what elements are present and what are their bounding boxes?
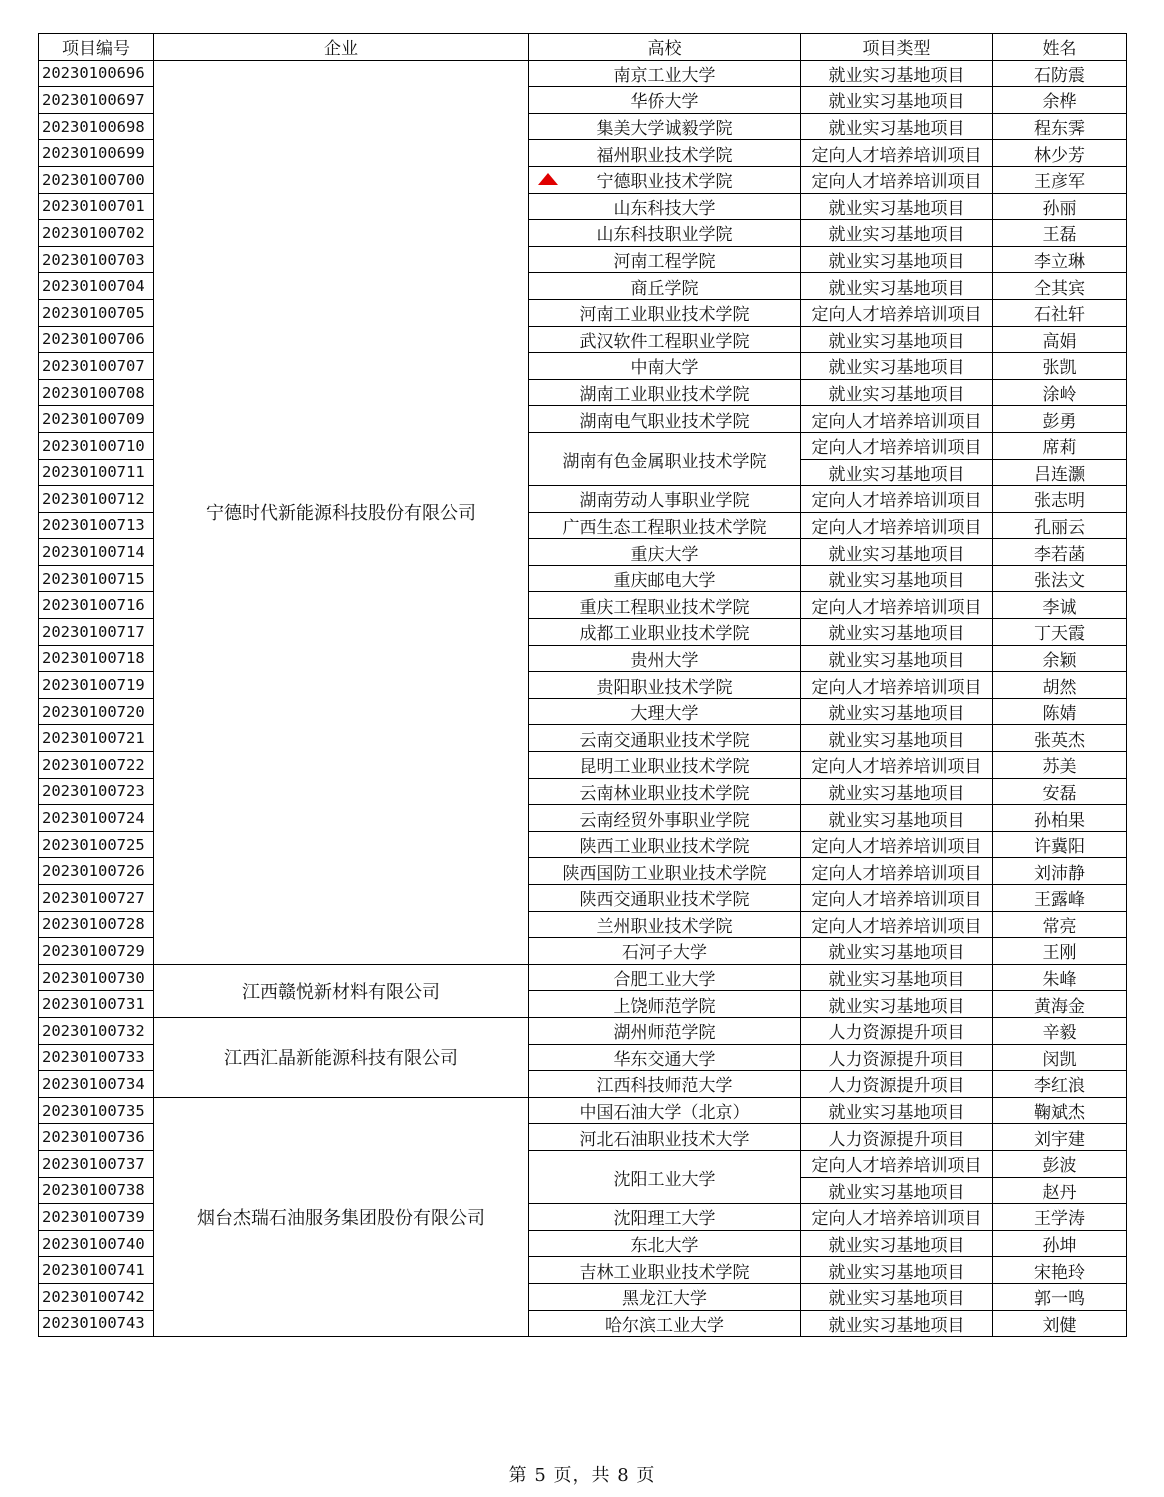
project-id-cell: 20230100741 — [39, 1257, 154, 1284]
person-name-cell: 张法文 — [993, 565, 1127, 592]
project-type-cell: 定向人才培养培训项目 — [801, 831, 993, 858]
project-id-cell: 20230100737 — [39, 1150, 154, 1177]
person-name-cell: 闵凯 — [993, 1044, 1127, 1071]
person-name-cell: 常亮 — [993, 911, 1127, 938]
project-type-cell: 就业实习基地项目 — [801, 778, 993, 805]
project-type-cell: 就业实习基地项目 — [801, 805, 993, 832]
project-id-cell: 20230100726 — [39, 858, 154, 885]
project-type-cell: 定向人才培养培训项目 — [801, 406, 993, 433]
person-name-cell: 仝其宾 — [993, 273, 1127, 300]
project-type-cell: 就业实习基地项目 — [801, 1177, 993, 1204]
project-type-cell: 定向人才培养培训项目 — [801, 592, 993, 619]
person-name-cell: 李若菡 — [993, 539, 1127, 566]
project-id-cell: 20230100739 — [39, 1204, 154, 1231]
person-name-cell: 苏美 — [993, 752, 1127, 779]
person-name-cell: 许冀阳 — [993, 831, 1127, 858]
person-name-cell: 余桦 — [993, 87, 1127, 114]
school-cell: 商丘学院 — [529, 273, 801, 300]
project-id-cell: 20230100720 — [39, 698, 154, 725]
project-type-cell: 就业实习基地项目 — [801, 938, 993, 965]
project-type-cell: 就业实习基地项目 — [801, 60, 993, 87]
school-cell: 南京工业大学 — [529, 60, 801, 87]
project-type-cell: 就业实习基地项目 — [801, 964, 993, 991]
school-cell: 重庆邮电大学 — [529, 565, 801, 592]
header-project-type: 项目类型 — [801, 34, 993, 61]
project-type-cell: 定向人才培养培训项目 — [801, 1150, 993, 1177]
school-cell: 集美大学诚毅学院 — [529, 113, 801, 140]
project-id-cell: 20230100740 — [39, 1230, 154, 1257]
person-name-cell: 石防震 — [993, 60, 1127, 87]
table-row — [39, 1017, 1127, 1044]
project-type-cell: 就业实习基地项目 — [801, 1097, 993, 1124]
person-name-cell: 石社轩 — [993, 299, 1127, 326]
project-type-cell: 就业实习基地项目 — [801, 113, 993, 140]
project-id-cell: 20230100706 — [39, 326, 154, 353]
project-id-cell: 20230100729 — [39, 938, 154, 965]
table-row — [39, 60, 1127, 87]
project-type-cell: 定向人才培养培训项目 — [801, 140, 993, 167]
project-type-cell: 就业实习基地项目 — [801, 1283, 993, 1310]
person-name-cell: 孙坤 — [993, 1230, 1127, 1257]
project-type-cell: 就业实习基地项目 — [801, 698, 993, 725]
school-cell: 贵阳职业技术学院 — [529, 672, 801, 699]
project-id-cell: 20230100705 — [39, 299, 154, 326]
school-cell: 大理大学 — [529, 698, 801, 725]
school-cell: 陕西交通职业技术学院 — [529, 885, 801, 912]
school-cell: 东北大学 — [529, 1230, 801, 1257]
project-type-cell: 就业实习基地项目 — [801, 1310, 993, 1337]
project-type-cell: 人力资源提升项目 — [801, 1044, 993, 1071]
school-cell: 湖南有色金属职业技术学院 — [529, 432, 801, 485]
school-cell: 兰州职业技术学院 — [529, 911, 801, 938]
person-name-cell: 赵丹 — [993, 1177, 1127, 1204]
header-project-id: 项目编号 — [39, 34, 154, 61]
school-cell: 云南经贸外事职业学院 — [529, 805, 801, 832]
project-type-cell: 就业实习基地项目 — [801, 459, 993, 486]
person-name-cell: 安磊 — [993, 778, 1127, 805]
school-cell: 重庆工程职业技术学院 — [529, 592, 801, 619]
project-id-cell: 20230100713 — [39, 512, 154, 539]
person-name-cell: 刘沛静 — [993, 858, 1127, 885]
school-cell: 上饶师范学院 — [529, 991, 801, 1018]
project-type-cell: 就业实习基地项目 — [801, 1230, 993, 1257]
person-name-cell: 王彦军 — [993, 166, 1127, 193]
project-id-cell: 20230100721 — [39, 725, 154, 752]
person-name-cell: 李诚 — [993, 592, 1127, 619]
project-id-cell: 20230100714 — [39, 539, 154, 566]
project-type-cell: 就业实习基地项目 — [801, 193, 993, 220]
project-type-cell: 定向人才培养培训项目 — [801, 672, 993, 699]
person-name-cell: 王磊 — [993, 220, 1127, 247]
enterprise-cell: 江西赣悦新材料有限公司 — [154, 964, 529, 1017]
project-id-cell: 20230100716 — [39, 592, 154, 619]
project-id-cell: 20230100712 — [39, 486, 154, 513]
project-id-cell: 20230100732 — [39, 1017, 154, 1044]
enterprise-cell: 宁德时代新能源科技股份有限公司 — [154, 60, 529, 964]
school-cell: 湖南工业职业技术学院 — [529, 379, 801, 406]
enterprise-cell: 烟台杰瑞石油服务集团股份有限公司 — [154, 1097, 529, 1336]
project-type-cell: 定向人才培养培训项目 — [801, 752, 993, 779]
project-id-cell: 20230100734 — [39, 1071, 154, 1098]
project-id-cell: 20230100702 — [39, 220, 154, 247]
person-name-cell: 刘健 — [993, 1310, 1127, 1337]
person-name-cell: 李立琳 — [993, 246, 1127, 273]
project-id-cell: 20230100717 — [39, 619, 154, 646]
school-cell: 河南工程学院 — [529, 246, 801, 273]
school-cell: 云南林业职业技术学院 — [529, 778, 801, 805]
school-cell: 贵州大学 — [529, 645, 801, 672]
school-cell: 陕西工业职业技术学院 — [529, 831, 801, 858]
person-name-cell: 王刚 — [993, 938, 1127, 965]
person-name-cell: 刘宇建 — [993, 1124, 1127, 1151]
project-id-cell: 20230100700 — [39, 166, 154, 193]
person-name-cell: 张英杰 — [993, 725, 1127, 752]
school-cell: 沈阳理工大学 — [529, 1204, 801, 1231]
project-id-cell: 20230100703 — [39, 246, 154, 273]
project-type-cell: 定向人才培养培训项目 — [801, 299, 993, 326]
school-cell: 华侨大学 — [529, 87, 801, 114]
project-id-cell: 20230100727 — [39, 885, 154, 912]
project-id-cell: 20230100707 — [39, 353, 154, 380]
page-footer: 第 5 页，共 8 页 — [508, 1465, 656, 1486]
school-cell: 广西生态工程职业技术学院 — [529, 512, 801, 539]
person-name-cell: 张凯 — [993, 353, 1127, 380]
project-table — [38, 33, 1127, 1337]
school-cell: 昆明工业职业技术学院 — [529, 752, 801, 779]
school-cell: 合肥工业大学 — [529, 964, 801, 991]
school-cell: 重庆大学 — [529, 539, 801, 566]
project-type-cell: 就业实习基地项目 — [801, 246, 993, 273]
enterprise-cell: 江西汇晶新能源科技有限公司 — [154, 1017, 529, 1097]
person-name-cell: 宋艳玲 — [993, 1257, 1127, 1284]
project-id-cell: 20230100697 — [39, 87, 154, 114]
person-name-cell: 彭勇 — [993, 406, 1127, 433]
person-name-cell: 陈婧 — [993, 698, 1127, 725]
school-cell: 福州职业技术学院 — [529, 140, 801, 167]
school-cell: 石河子大学 — [529, 938, 801, 965]
school-cell: 河北石油职业技术大学 — [529, 1124, 801, 1151]
project-id-cell: 20230100743 — [39, 1310, 154, 1337]
person-name-cell: 涂岭 — [993, 379, 1127, 406]
red-triangle-marker-icon — [538, 173, 558, 185]
project-type-cell: 人力资源提升项目 — [801, 1124, 993, 1151]
project-type-cell: 就业实习基地项目 — [801, 645, 993, 672]
school-cell: 云南交通职业技术学院 — [529, 725, 801, 752]
project-type-cell: 就业实习基地项目 — [801, 725, 993, 752]
school-cell: 宁德职业技术学院 — [529, 166, 801, 193]
project-id-cell: 20230100733 — [39, 1044, 154, 1071]
project-type-cell: 就业实习基地项目 — [801, 565, 993, 592]
header-name: 姓名 — [993, 34, 1127, 61]
project-id-cell: 20230100710 — [39, 432, 154, 459]
person-name-cell: 辛毅 — [993, 1017, 1127, 1044]
school-cell: 山东科技大学 — [529, 193, 801, 220]
project-type-cell: 就业实习基地项目 — [801, 273, 993, 300]
school-cell: 成都工业职业技术学院 — [529, 619, 801, 646]
table-body — [39, 60, 1127, 1337]
project-type-cell: 定向人才培养培训项目 — [801, 858, 993, 885]
school-cell: 哈尔滨工业大学 — [529, 1310, 801, 1337]
person-name-cell: 彭波 — [993, 1150, 1127, 1177]
project-type-cell: 就业实习基地项目 — [801, 539, 993, 566]
person-name-cell: 林少芳 — [993, 140, 1127, 167]
school-cell: 吉林工业职业技术学院 — [529, 1257, 801, 1284]
person-name-cell: 张志明 — [993, 486, 1127, 513]
project-id-cell: 20230100742 — [39, 1283, 154, 1310]
person-name-cell: 鞠斌杰 — [993, 1097, 1127, 1124]
school-cell: 江西科技师范大学 — [529, 1071, 801, 1098]
project-id-cell: 20230100736 — [39, 1124, 154, 1151]
school-cell: 湖南电气职业技术学院 — [529, 406, 801, 433]
person-name-cell: 胡然 — [993, 672, 1127, 699]
project-type-cell: 定向人才培养培训项目 — [801, 166, 993, 193]
table-row — [39, 964, 1127, 991]
person-name-cell: 孙柏果 — [993, 805, 1127, 832]
school-cell: 河南工业职业技术学院 — [529, 299, 801, 326]
person-name-cell: 王学涛 — [993, 1204, 1127, 1231]
project-type-cell: 就业实习基地项目 — [801, 220, 993, 247]
project-id-cell: 20230100725 — [39, 831, 154, 858]
project-id-cell: 20230100719 — [39, 672, 154, 699]
person-name-cell: 王露峰 — [993, 885, 1127, 912]
project-id-cell: 20230100723 — [39, 778, 154, 805]
school-cell: 陕西国防工业职业技术学院 — [529, 858, 801, 885]
person-name-cell: 程东霁 — [993, 113, 1127, 140]
person-name-cell: 孙丽 — [993, 193, 1127, 220]
person-name-cell: 高娟 — [993, 326, 1127, 353]
person-name-cell: 李红浪 — [993, 1071, 1127, 1098]
school-cell: 中国石油大学（北京） — [529, 1097, 801, 1124]
header-school: 高校 — [529, 34, 801, 61]
school-cell: 黑龙江大学 — [529, 1283, 801, 1310]
person-name-cell: 黄海金 — [993, 991, 1127, 1018]
project-type-cell: 定向人才培养培训项目 — [801, 432, 993, 459]
table-row — [39, 1097, 1127, 1124]
school-cell: 华东交通大学 — [529, 1044, 801, 1071]
project-id-cell: 20230100704 — [39, 273, 154, 300]
person-name-cell: 余颖 — [993, 645, 1127, 672]
project-type-cell: 定向人才培养培训项目 — [801, 885, 993, 912]
project-id-cell: 20230100715 — [39, 565, 154, 592]
person-name-cell: 郭一鸣 — [993, 1283, 1127, 1310]
school-cell: 湖南劳动人事职业学院 — [529, 486, 801, 513]
project-type-cell: 定向人才培养培训项目 — [801, 911, 993, 938]
project-id-cell: 20230100724 — [39, 805, 154, 832]
project-id-cell: 20230100735 — [39, 1097, 154, 1124]
project-id-cell: 20230100731 — [39, 991, 154, 1018]
project-id-cell: 20230100730 — [39, 964, 154, 991]
project-id-cell: 20230100722 — [39, 752, 154, 779]
school-cell: 湖州师范学院 — [529, 1017, 801, 1044]
project-id-cell: 20230100718 — [39, 645, 154, 672]
project-type-cell: 就业实习基地项目 — [801, 87, 993, 114]
project-type-cell: 就业实习基地项目 — [801, 379, 993, 406]
project-type-cell: 就业实习基地项目 — [801, 353, 993, 380]
project-id-cell: 20230100698 — [39, 113, 154, 140]
header-enterprise: 企业 — [154, 34, 529, 61]
project-id-cell: 20230100709 — [39, 406, 154, 433]
project-id-cell: 20230100699 — [39, 140, 154, 167]
school-cell: 山东科技职业学院 — [529, 220, 801, 247]
project-type-cell: 定向人才培养培训项目 — [801, 1204, 993, 1231]
project-id-cell: 20230100696 — [39, 60, 154, 87]
project-id-cell: 20230100711 — [39, 459, 154, 486]
project-id-cell: 20230100701 — [39, 193, 154, 220]
person-name-cell: 朱峰 — [993, 964, 1127, 991]
project-type-cell: 就业实习基地项目 — [801, 991, 993, 1018]
project-type-cell: 人力资源提升项目 — [801, 1071, 993, 1098]
project-type-cell: 就业实习基地项目 — [801, 326, 993, 353]
school-cell: 中南大学 — [529, 353, 801, 380]
person-name-cell: 吕连灏 — [993, 459, 1127, 486]
project-id-cell: 20230100728 — [39, 911, 154, 938]
project-id-cell: 20230100738 — [39, 1177, 154, 1204]
project-type-cell: 就业实习基地项目 — [801, 619, 993, 646]
header-row — [39, 34, 1127, 61]
project-type-cell: 定向人才培养培训项目 — [801, 512, 993, 539]
person-name-cell: 孔丽云 — [993, 512, 1127, 539]
project-id-cell: 20230100708 — [39, 379, 154, 406]
school-cell: 沈阳工业大学 — [529, 1150, 801, 1203]
person-name-cell: 席莉 — [993, 432, 1127, 459]
school-cell: 武汉软件工程职业学院 — [529, 326, 801, 353]
project-type-cell: 定向人才培养培训项目 — [801, 486, 993, 513]
project-type-cell: 就业实习基地项目 — [801, 1257, 993, 1284]
person-name-cell: 丁天霞 — [993, 619, 1127, 646]
project-type-cell: 人力资源提升项目 — [801, 1017, 993, 1044]
